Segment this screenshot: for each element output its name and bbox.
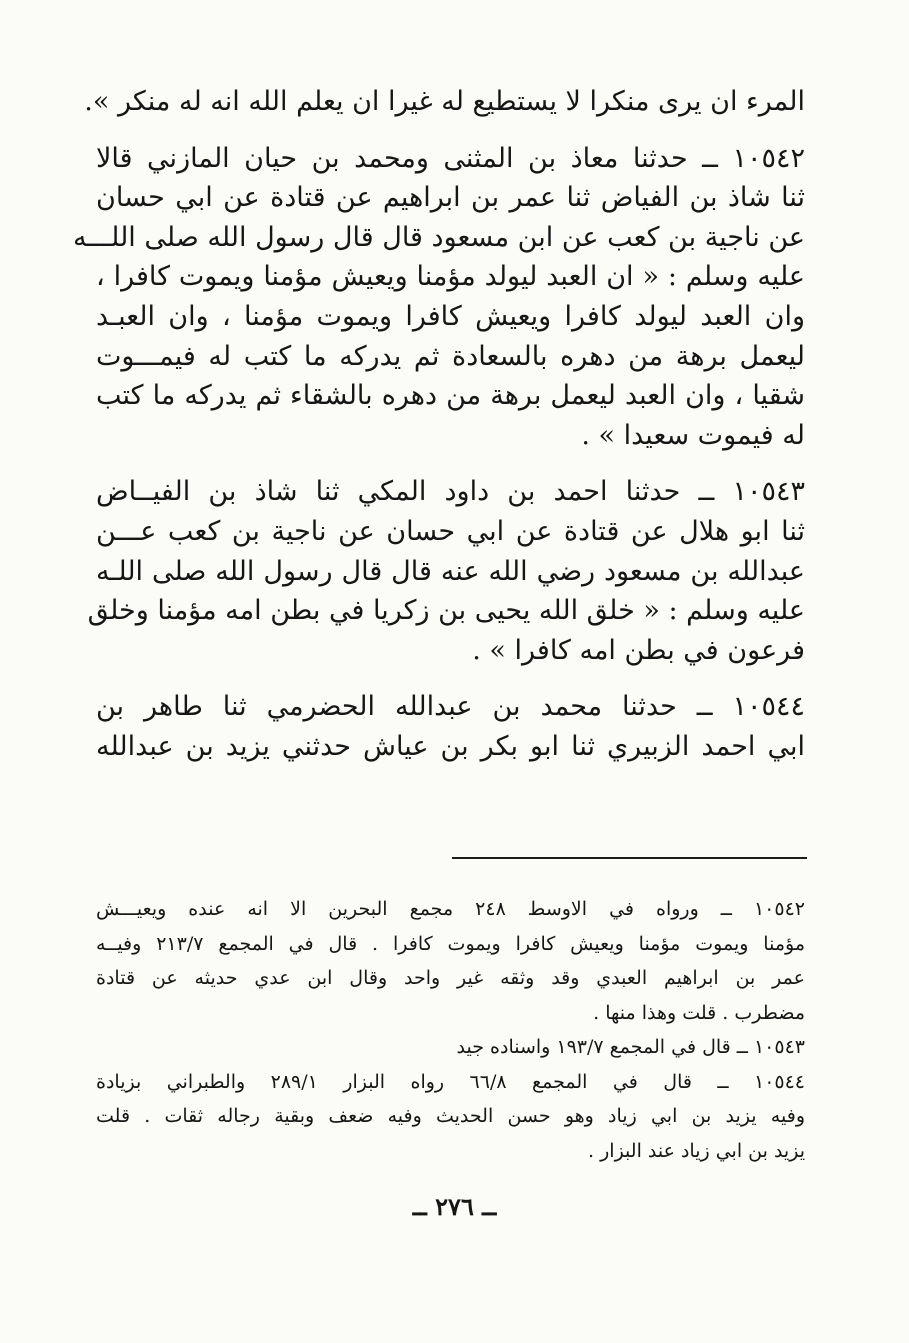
text-line: فرعون في بطن امه كافرا » . <box>472 634 805 666</box>
text-line: ليعمل برهة من دهره بالسعادة ثم يدركه ما كتب له فيمـــوت <box>96 340 805 372</box>
text-line: ثنا ابو هلال عن قتادة عن ابي حسان عن ناجية بن كعب عـــن <box>96 515 805 547</box>
footnote-divider <box>452 857 807 859</box>
text-line: عليه وسلم : « ان العبد ليولد مؤمنا ويعيش مؤمنا ويموت كافرا ، <box>96 261 805 293</box>
hadith-10542 <box>72 139 805 456</box>
text-line: ١٠٥٤٤ ــ حدثنا محمد بن عبدالله الحضرمي ثنا طاهر بن <box>96 691 805 723</box>
text-line: ابي احمد الزبيري ثنا ابو بكر بن عياش حدثني يزيد بن عبدالله <box>96 730 805 762</box>
footnote-line: مؤمنا ويموت مؤمنا ويعيش كافرا ويموت كافرا . قال في المجمع ٢١٣/٧ وفيــه <box>96 932 805 955</box>
footnote-line: ١٠٥٤٢ ــ ورواه في الاوسط ٢٤٨ مجمع البحرين الا انه عنده ويعيـــش <box>96 898 805 920</box>
text-line: له فيموت سعيدا » . <box>581 419 805 451</box>
page-number: ــ ٢٧٦ ــ <box>412 1192 497 1221</box>
footnote-line: يزيد بن ابي زياد عند البزار . <box>588 1139 805 1162</box>
hadith-10544 <box>96 687 805 766</box>
main-text <box>72 82 805 767</box>
footnotes <box>96 892 805 1168</box>
text-line: وان العبد ليولد كافرا ويعيش كافرا ويموت مؤمنا ، وان العبـد <box>96 300 805 332</box>
paragraph-continuation <box>84 82 805 122</box>
footnote-line: ١٠٥٤٣ ــ قال في المجمع ١٩٣/٧ واسناده جيد <box>456 1036 805 1058</box>
text-line: عليه وسلم : « خلق الله يحيى بن زكريا في بطن امه مؤمنا وخلق <box>87 595 805 627</box>
text-line: ثنا شاذ بن الفياض ثنا عمر بن ابراهيم عن قتادة عن ابي حسان <box>96 182 805 214</box>
text-line: المرء ان يرى منكرا لا يستطيع له غيرا ان يعلم الله انه له منكر ». <box>84 86 805 117</box>
text-line: عن ناجية بن كعب عن ابن مسعود قال قال رسول الله صلى اللـــه <box>72 221 805 253</box>
footnote-line: مضطرب . قلت وهذا منها . <box>593 1001 805 1024</box>
footnote-line: عمر بن ابراهيم العبدي وقد وثقه غير واحد وقال ابن عدي حديثه عن قتادة <box>96 967 805 989</box>
footnote-line: وفيه يزيد بن ابي زياد وهو حسن الحديث وفيه ضعف وبقية رجاله ثقات . قلت <box>96 1105 805 1127</box>
text-line: عبدالله بن مسعود رضي الله عنه قال قال رسول الله صلى اللـه <box>96 555 805 587</box>
hadith-10543 <box>87 472 805 670</box>
text-line: شقيا ، وان العبد ليعمل برهة من دهره بالشقاء ثم يدركه ما كتب <box>96 380 805 412</box>
footnote-line: ١٠٥٤٤ ــ قال في المجمع ٦٦/٨ رواه البزار ٢٨٩/١ والطبراني بزيادة <box>96 1070 806 1093</box>
text-line: ١٠٥٤٣ ــ حدثنا احمد بن داود المكي ثنا شاذ بن الفيــاض <box>96 476 805 508</box>
text-line: ١٠٥٤٢ ــ حدثنا معاذ بن المثنى ومحمد بن حيان المازني قالا <box>96 142 805 174</box>
